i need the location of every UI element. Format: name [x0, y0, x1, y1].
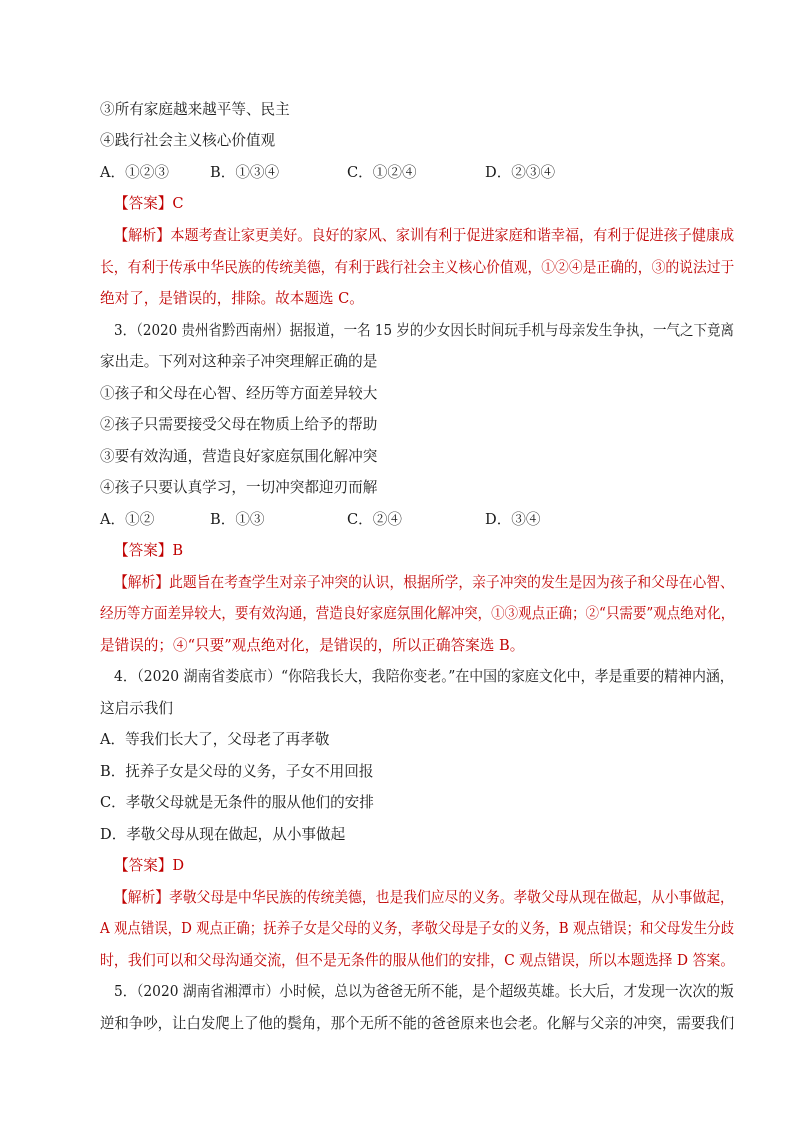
q3-item-2: ②孩子只需要接受父母在物质上给予的帮助	[100, 416, 378, 433]
q3-option-a: A．①②	[100, 511, 155, 528]
q4-analysis-line-3: 时，我们可以和父母沟通交流，但不是无条件的服从他们的安排，C 观点错误，所以本题选择 D 答案。	[100, 952, 735, 969]
analysis-label: 【解析】	[114, 574, 170, 591]
q2-option-d: D．②③④	[485, 164, 556, 181]
answer-value: B	[172, 542, 184, 559]
analysis-label: 【解析】	[114, 227, 171, 244]
answer-label: 【答案】	[114, 857, 173, 874]
q2-item-3: ③所有家庭越来越平等、民主	[100, 101, 290, 118]
q4-analysis-line-2: A 观点错误，D 观点正确；抚养子女是父母的义务，孝敬父母是子女的义务，B 观点错误；和父母发生分歧	[100, 920, 735, 937]
q3-analysis-line-1: 【解析】此题旨在考查学生对亲子冲突的认识，根据所学，亲子冲突的发生是因为孩子和父母在心智、	[114, 574, 734, 591]
q5-stem-line-1: 5．（2020 湖南省湘潭市）小时候，总以为爸爸无所不能，是个超级英雄。长大后，才发现一次次的叛	[114, 983, 734, 1000]
q2-answer	[114, 193, 184, 215]
q3-item-4: ④孩子只要认真学习，一切冲突都迎刃而解	[100, 479, 378, 496]
q2-analysis-line-3: 绝对了，是错误的，排除。故本题选 C。	[100, 290, 364, 307]
q2-analysis-line-2: 长，有利于传承中华民族的传统美德，有利于践行社会主义核心价值观，①②④是正确的，③的说法过于	[100, 259, 735, 276]
q4-option-b: B．抚养子女是父母的义务，子女不用回报	[100, 763, 374, 780]
q3-analysis-line-2: 经历等方面差异较大，要有效沟通，营造良好家庭氛围化解冲突，①③观点正确；②“只需要”观点绝对化，	[100, 605, 735, 622]
q3-item-3: ③要有效沟通，营造良好家庭氛围化解冲突	[100, 448, 378, 465]
q4-analysis-line-1: 【解析】孝敬父母是中华民族的传统美德，也是我们应尽的义务。孝敬父母从现在做起，从小事做起，	[114, 889, 734, 906]
q3-option-d: D．③④	[485, 511, 541, 528]
q4-stem-line-1: 4．（2020 湖南省娄底市）“你陪我长大，我陪你变老。”在中国的家庭文化中，孝是重要的精神内涵，	[114, 668, 734, 685]
q3-option-b: B．①③	[210, 511, 265, 528]
q3-stem-line-1: 3．（2020 贵州省黔西南州）据报道，一名 15 岁的少女因长时间玩手机与母亲发生争执，一气之下竟离	[114, 322, 734, 339]
q4-option-a: A．等我们长大了，父母老了再孝敬	[100, 731, 330, 748]
q4-stem-line-2: 这启示我们	[100, 700, 173, 717]
answer-value: D	[172, 857, 185, 874]
q3-stem-line-2: 家出走。下列对这种亲子冲突理解正确的是	[100, 353, 378, 370]
q3-analysis-line-3: 是错误的；④“只要”观点绝对化，是错误的，所以正确答案选 B。	[100, 637, 525, 654]
q4-answer	[114, 855, 184, 877]
q2-analysis-line-1: 【解析】本题考查让家更美好。良好的家风、家训有利于促进家庭和谐幸福，有利于促进孩子健康成	[114, 227, 735, 244]
q3-answer	[114, 540, 183, 562]
q4-option-c: C．孝敬父母就是无条件的服从他们的安排	[100, 794, 374, 811]
q2-option-c: C．①②④	[347, 164, 417, 181]
q2-item-4: ④践行社会主义核心价值观	[100, 132, 276, 149]
q2-option-a: A．①②③	[100, 164, 169, 181]
answer-label: 【答案】	[114, 542, 173, 559]
q4-option-d: D．孝敬父母从现在做起，从小事做起	[100, 826, 346, 843]
answer-label: 【答案】	[114, 195, 173, 212]
q5-stem-line-2: 逆和争吵，让白发爬上了他的鬓角，那个无所不能的爸爸原来也会老。化解与父亲的冲突，需要我们	[100, 1015, 735, 1032]
q3-item-1: ①孩子和父母在心智、经历等方面差异较大	[100, 385, 378, 402]
q3-option-c: C．②④	[347, 511, 402, 528]
answer-value: C	[172, 195, 184, 212]
analysis-label: 【解析】	[114, 889, 170, 906]
q2-option-b: B．①③④	[210, 164, 280, 181]
